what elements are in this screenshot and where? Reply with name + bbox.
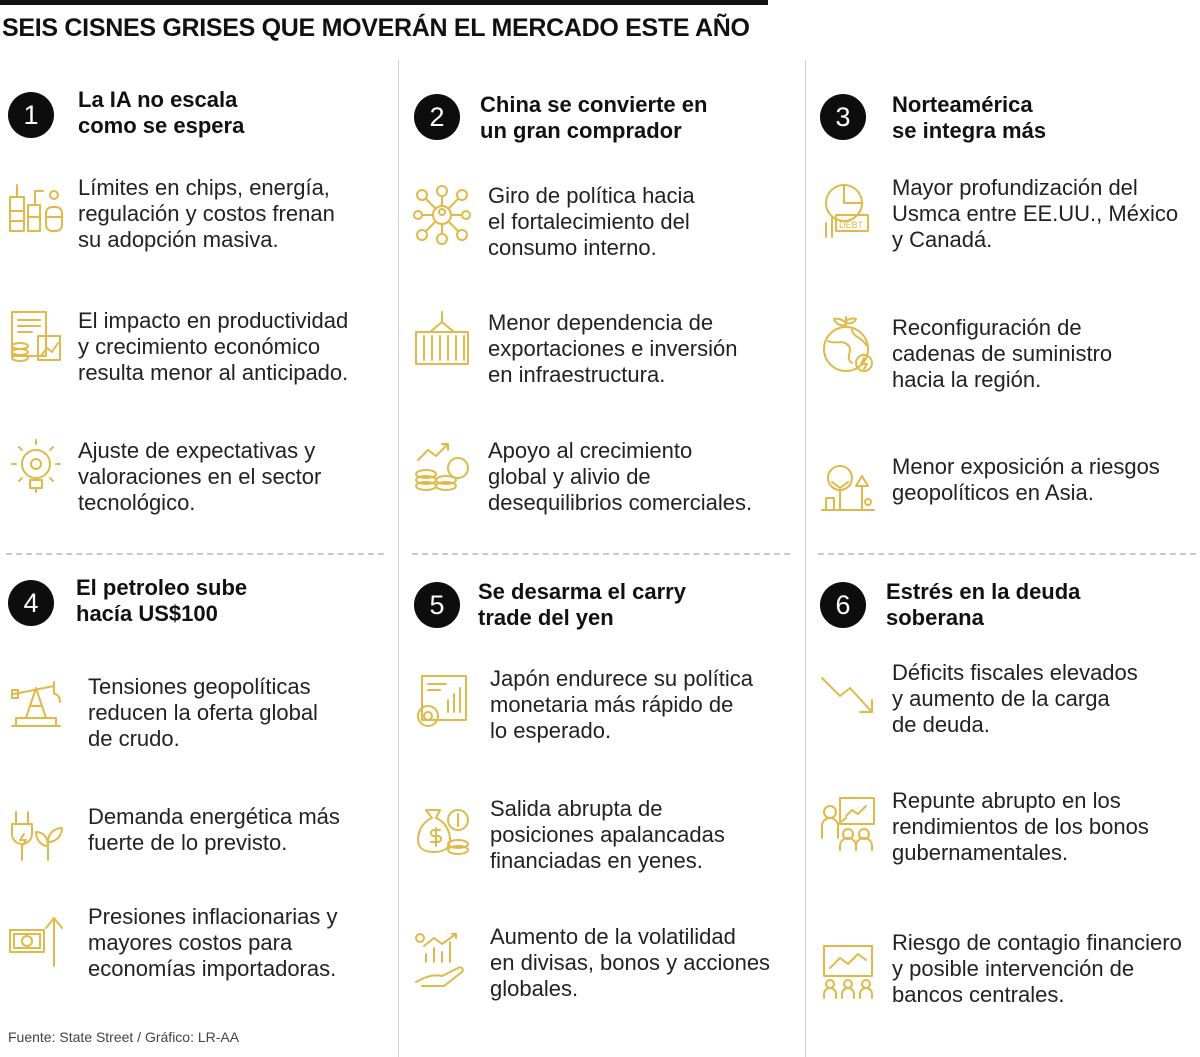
swan-item-line: Límites en chips, energía, — [78, 175, 330, 200]
industry-icon — [6, 177, 66, 237]
section-heading — [886, 579, 1080, 631]
section-number-badge: 6 — [820, 582, 866, 628]
top-rule — [0, 0, 768, 5]
section-heading-line: Estrés en la deuda — [886, 579, 1081, 604]
row-divider — [6, 553, 384, 555]
swan-item-line: Usmca entre EE.UU., México — [892, 201, 1179, 226]
coins-growth-icon — [412, 436, 472, 496]
swan-item-line: Aumento de la volatilidad — [490, 924, 736, 949]
swan-item-line: Menor dependencia de — [488, 310, 714, 335]
swan-item-text — [88, 804, 340, 856]
section-heading-line: se integra más — [892, 118, 1047, 143]
swan-item-text — [892, 315, 1112, 393]
oil-pump-icon — [6, 674, 66, 734]
presentation-icon — [818, 794, 878, 854]
swan-item-text — [488, 183, 695, 261]
section-heading-line: Norteamérica — [892, 92, 1033, 117]
section-heading-line: un gran comprador — [480, 118, 682, 143]
swan-item-line: Menor exposición a riesgos — [892, 454, 1160, 479]
section-heading-line: trade del yen — [478, 605, 614, 630]
swan-item-line: cadenas de suministro — [892, 341, 1113, 366]
section-number-badge: 2 — [414, 94, 460, 140]
swan-item-line: Apoyo al crecimiento — [488, 438, 693, 463]
swan-item-line: geopolíticos en Asia. — [892, 480, 1094, 505]
policy-chart-icon — [412, 672, 472, 732]
swan-item-line: Japón endurece su política — [490, 666, 753, 691]
swan-item-line: Reconfiguración de — [892, 315, 1082, 340]
section-heading-line: soberana — [886, 605, 984, 630]
debt-chart-icon — [818, 181, 878, 241]
swan-item-line: financiadas en yenes. — [490, 848, 703, 873]
column-divider — [805, 60, 806, 1057]
gear-lightbulb-icon — [6, 436, 66, 496]
row-divider — [818, 553, 1196, 555]
swan-item-text — [892, 788, 1149, 866]
money-arrow-up-icon — [6, 910, 66, 970]
swan-item-line: Mayor profundización del — [892, 175, 1138, 200]
section-number-badge: 1 — [8, 92, 54, 138]
section-heading — [78, 87, 244, 139]
swan-item-text — [892, 175, 1178, 253]
swan-item-line: reducen la oferta global — [88, 700, 318, 725]
swan-item-text — [490, 796, 725, 874]
swan-item-line: Repunte abrupto en los — [892, 788, 1121, 813]
swan-item-text — [78, 308, 348, 386]
svg-text:DEBT: DEBT — [839, 220, 864, 230]
swan-item-line: Presiones inflacionarias y — [88, 904, 338, 929]
section-heading — [480, 92, 707, 144]
swan-item-line: en divisas, bonos y acciones — [490, 950, 771, 975]
swan-item-line: en infraestructura. — [488, 362, 666, 387]
swan-item-line: y posible intervención de — [892, 956, 1135, 981]
swan-item-line: valoraciones en el sector — [78, 464, 322, 489]
plug-leaf-icon — [6, 806, 66, 866]
swan-item-text — [78, 438, 321, 516]
productivity-report-icon — [6, 306, 66, 366]
section-heading-line: La IA no escala — [78, 87, 238, 112]
consumer-network-icon — [412, 185, 472, 245]
section-number-badge: 5 — [414, 582, 460, 628]
swan-item-line: hacia la región. — [892, 367, 1042, 392]
section-number-badge: 3 — [820, 94, 866, 140]
swan-item-line: gubernamentales. — [892, 840, 1069, 865]
trend-down-icon — [818, 668, 878, 728]
swan-item-line: global y alivio de — [488, 464, 651, 489]
swan-item-line: Giro de política hacia — [488, 183, 695, 208]
swan-item-line: y Canadá. — [892, 227, 993, 252]
swan-item-line: monetaria más rápido de — [490, 692, 734, 717]
swan-item-line: El impacto en productividad — [78, 308, 349, 333]
swan-item-line: mayores costos para — [88, 930, 293, 955]
source-note: Fuente: State Street / Gráfico: LR-AA — [8, 1029, 240, 1045]
swan-item-line: bancos centrales. — [892, 982, 1065, 1007]
swan-item-line: Ajuste de expectativas y — [78, 438, 316, 463]
swan-item-text — [892, 930, 1182, 1008]
page-title: SEIS CISNES GRISES QUE MOVERÁN EL MERCADO ESTE AÑO — [2, 14, 750, 42]
section-heading-line: China se convierte en — [480, 92, 708, 117]
section-heading-line: El petroleo sube — [76, 575, 248, 600]
swan-item-text — [88, 904, 337, 982]
swan-item-line: regulación y costos frenan — [78, 201, 335, 226]
board-meeting-icon — [818, 942, 878, 1002]
swan-item-line: Tensiones geopolíticas — [88, 674, 311, 699]
swan-item-line: desequilibrios comerciales. — [488, 490, 753, 515]
landscape-icon — [818, 458, 878, 518]
swan-item-line: resulta menor al anticipado. — [78, 360, 349, 385]
swan-item-line: Demanda energética más — [88, 804, 340, 829]
swan-item-line: Déficits fiscales elevados — [892, 660, 1138, 685]
swan-item-line: consumo interno. — [488, 235, 657, 260]
row-divider — [412, 553, 790, 555]
swan-item-line: rendimientos de los bonos — [892, 814, 1149, 839]
swan-item-line: Salida abrupta de — [490, 796, 663, 821]
swan-item-line: lo esperado. — [490, 718, 612, 743]
swan-item-text — [78, 175, 335, 253]
section-heading — [76, 575, 247, 627]
swan-item-line: el fortalecimiento del — [488, 209, 690, 234]
swan-item-text — [488, 310, 737, 388]
swan-item-line: y aumento de la carga — [892, 686, 1110, 711]
money-bag-icon — [412, 800, 472, 860]
globe-sprout-icon — [818, 315, 878, 375]
swan-item-text — [892, 454, 1160, 506]
section-heading-line: Se desarma el carry — [478, 579, 686, 604]
section-heading-line: como se espera — [78, 113, 245, 138]
hand-volatility-icon — [412, 932, 472, 992]
swan-item-line: de deuda. — [892, 712, 990, 737]
swan-item-text — [490, 666, 753, 744]
swan-item-line: Riesgo de contagio financiero — [892, 930, 1182, 955]
swan-item-line: fuerte de lo previsto. — [88, 830, 288, 855]
section-heading — [478, 579, 686, 631]
swan-item-text — [892, 660, 1138, 738]
swan-item-line: globales. — [490, 976, 579, 1001]
swan-item-line: de crudo. — [88, 726, 180, 751]
swan-item-line: posiciones apalancadas — [490, 822, 725, 847]
swan-item-line: su adopción masiva. — [78, 227, 279, 252]
swan-item-line: exportaciones e inversión — [488, 336, 738, 361]
section-heading-line: hacía US$100 — [76, 601, 218, 626]
swan-item-line: tecnológico. — [78, 490, 196, 515]
swan-item-line: economías importadoras. — [88, 956, 337, 981]
section-heading — [892, 92, 1046, 144]
section-number-badge: 4 — [8, 580, 54, 626]
container-icon — [412, 310, 472, 370]
swan-item-text — [88, 674, 318, 752]
swan-item-text — [488, 438, 752, 516]
column-divider — [398, 60, 399, 1057]
swan-item-text — [490, 924, 770, 1002]
swan-item-line: y crecimiento económico — [78, 334, 321, 359]
